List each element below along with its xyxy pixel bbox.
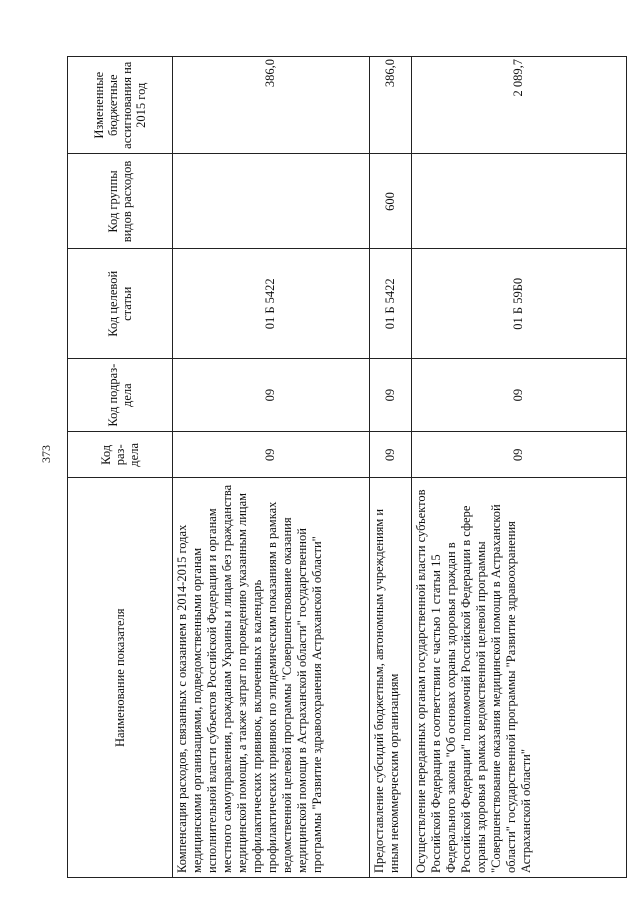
row-gruppa-vidov: 600 — [369, 154, 411, 249]
header-assignments: Измененные бюджетные ассигнования на 2015 год — [68, 57, 173, 154]
row-celevaya-statya: 01 Б 5422 — [369, 249, 411, 359]
page-number: 373 — [39, 445, 53, 463]
header-razdel: Код раз-дела — [68, 432, 173, 478]
header-gruppa-vidov: Код группы видов расходов — [68, 154, 173, 249]
row-podrazdel: 09 — [172, 359, 369, 432]
row-gruppa-vidov — [172, 154, 369, 249]
table-row — [172, 57, 369, 878]
header-podrazdel: Код подраз-дела — [68, 359, 173, 432]
row-celevaya-statya: 01 Б 5422 — [172, 249, 369, 359]
row-name: Осуществление переданных органам государственной власти субъектов Российской Федерации в соответствии с частью 1 статьи 15 Федерального закона "Об основах охраны здоровья граждан в Российской Федерации" полномочий Российской Федерации в сфере охраны здоровья в рамках ведомственной целевой программы "Совершенствование оказания медицинской помощи в Астраханской области" государственной программы "Развитие здравоохранения Астраханской области" — [411, 478, 626, 878]
row-assignments: 2 089,7 — [411, 57, 626, 154]
table-header-row — [68, 57, 173, 878]
row-assignments: 386,0 — [172, 57, 369, 154]
row-name: Компенсация расходов, связанных с оказанием в 2014-2015 годах медицинскими организациями, подведомственными органам исполнительной власти субъектов Российской Федерации и органам местного самоуправления, гражданам Украины и лицам без гражданства медицинской помощи, а также затрат по проведению указанным лицам профилактических прививок, включенных в календарь профилактических прививок по эпидемическим показаниям в рамках ведомственной целевой программы "Совершенствование оказания медицинской помощи в Астраханской области" государственной программы "Развитие здравоохранения Астраханской области" — [172, 478, 369, 878]
header-celevaya-statya: Код целевой статьи — [68, 249, 173, 359]
row-name: Предоставление субсидий бюджетным, автономным учреждениям и иным некоммерческим организациям — [369, 478, 411, 878]
row-podrazdel: 09 — [411, 359, 626, 432]
row-razdel: 09 — [411, 432, 626, 478]
table-row — [411, 57, 626, 878]
row-celevaya-statya: 01 Б 59Б0 — [411, 249, 626, 359]
row-razdel: 09 — [369, 432, 411, 478]
row-assignments: 386,0 — [369, 57, 411, 154]
budget-table — [67, 56, 627, 878]
row-podrazdel: 09 — [369, 359, 411, 432]
budget-table-container — [67, 56, 627, 878]
table-row — [369, 57, 411, 878]
header-name: Наименование показателя — [68, 478, 173, 878]
row-razdel: 09 — [172, 432, 369, 478]
row-gruppa-vidov — [411, 154, 626, 249]
